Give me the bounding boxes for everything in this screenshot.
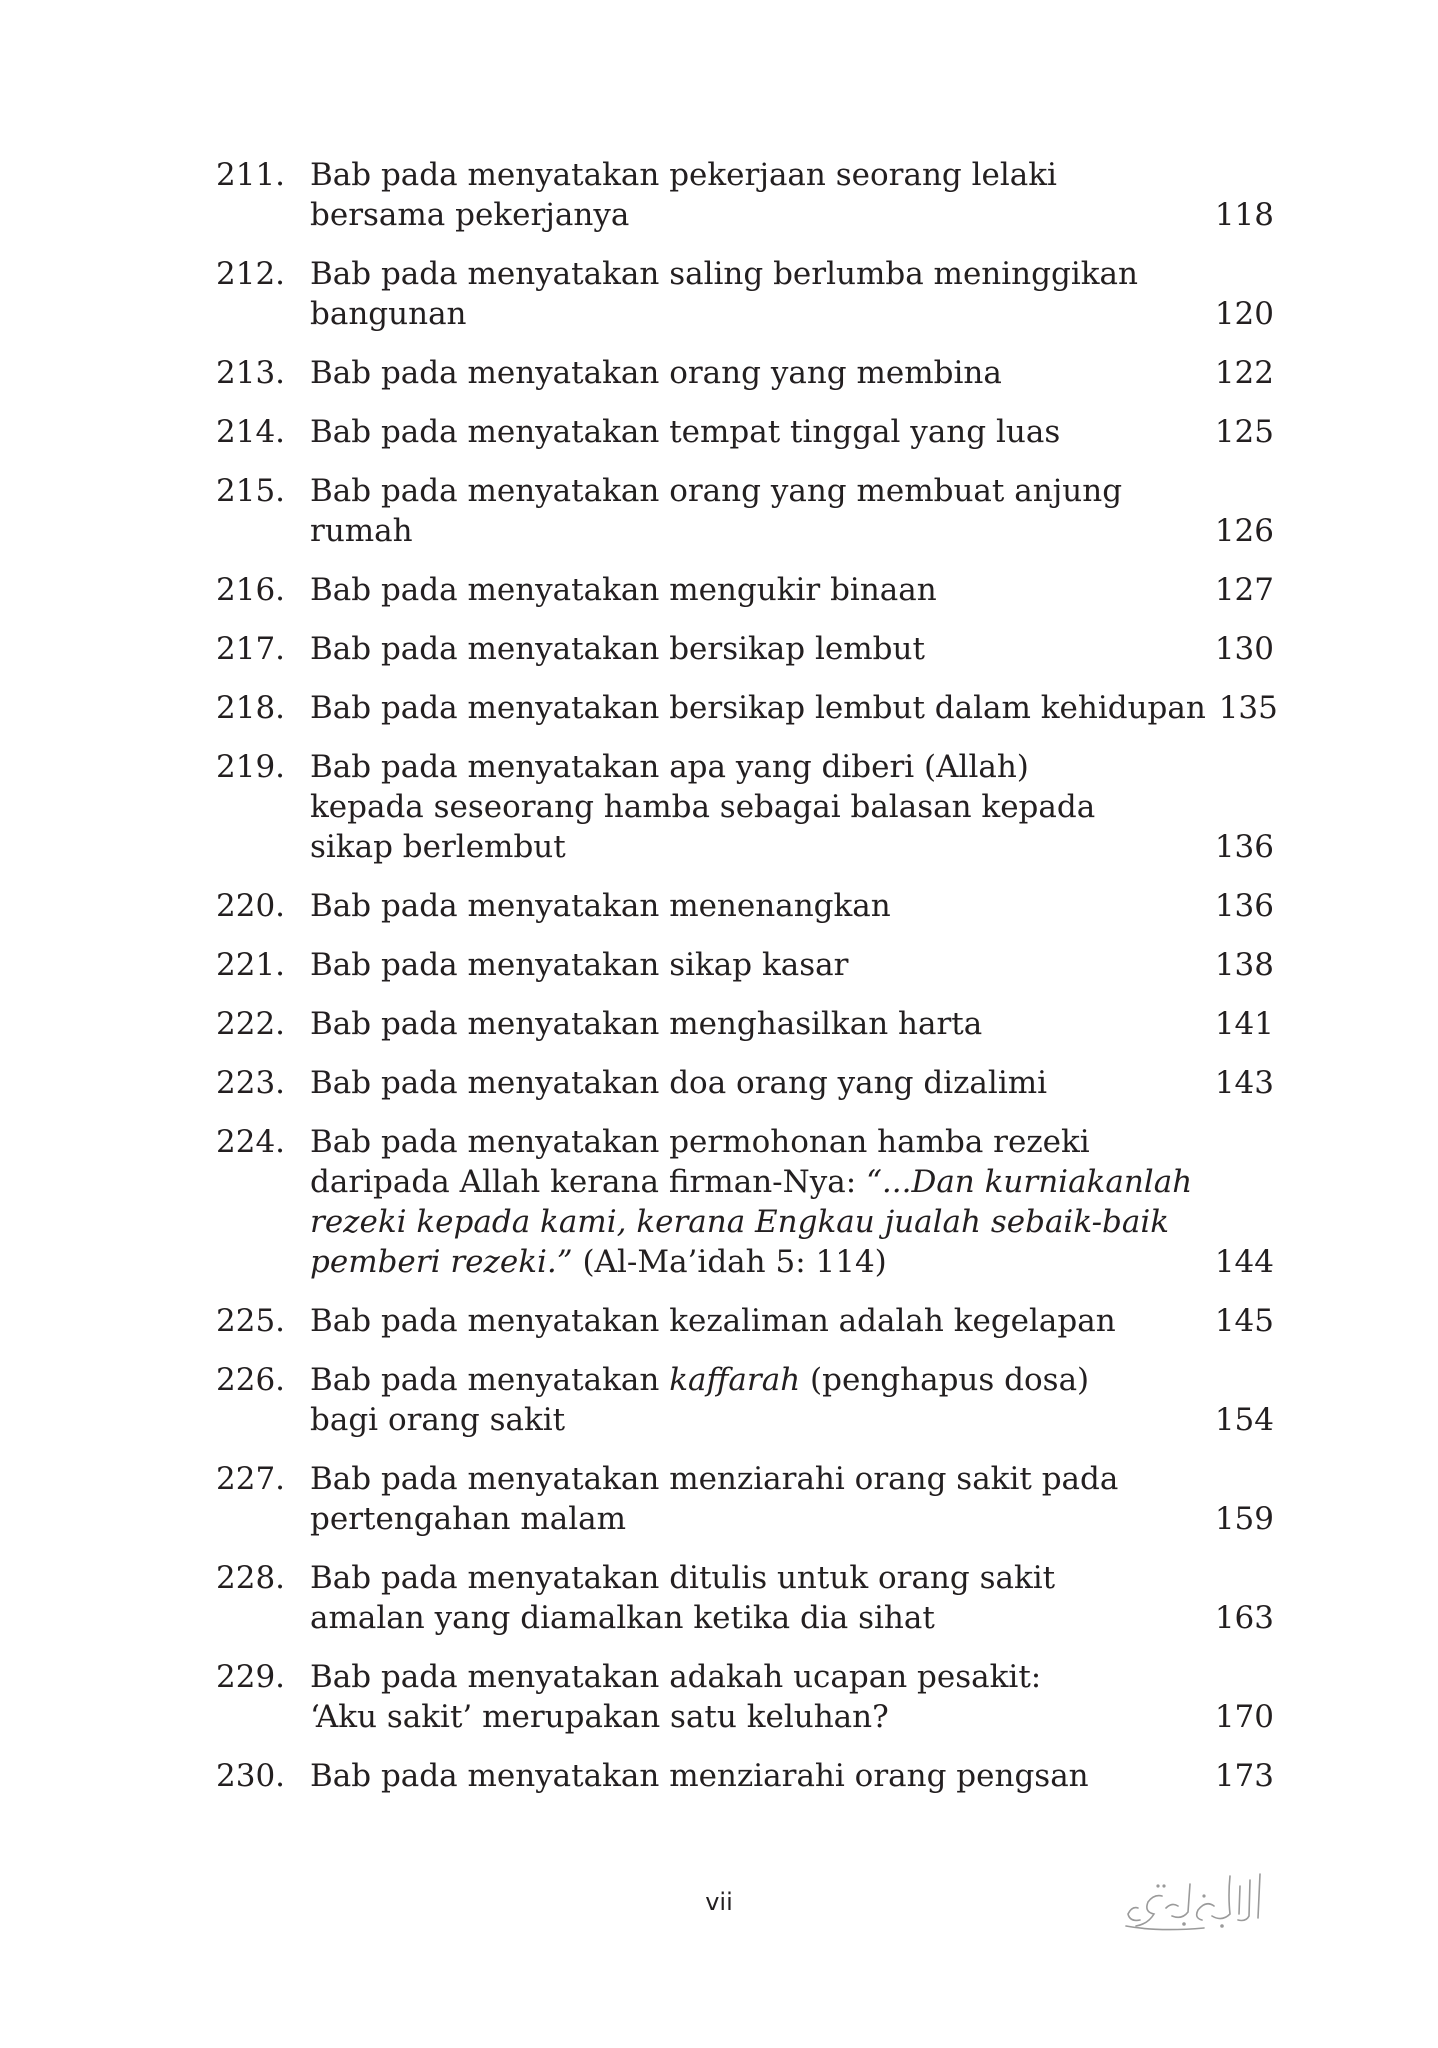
entry-number: 227. (216, 1461, 286, 1497)
toc-entry (216, 945, 1274, 985)
entry-number: 213. (216, 355, 286, 391)
entry-page-number: 144 (1214, 1244, 1274, 1280)
entry-title-line (310, 254, 1202, 294)
entry-number: 220. (216, 888, 286, 924)
toc-entry (216, 1122, 1274, 1282)
entry-title-line (310, 1558, 1202, 1598)
entry-title-line (310, 1598, 1202, 1638)
entry-title-text: kepada seseorang hamba sebagai balasan kepada (310, 789, 1096, 825)
toc-entry (216, 1558, 1274, 1638)
entry-title-line (310, 1756, 1202, 1796)
entry-title (310, 945, 1202, 985)
entry-page-number: 136 (1214, 888, 1274, 924)
toc-entry (216, 1301, 1274, 1341)
entry-title-text: Bab pada menyatakan tempat tinggal yang luas (310, 414, 1061, 450)
toc-entry (216, 629, 1274, 669)
entry-page-number: 143 (1214, 1065, 1274, 1101)
entry-title-text: Bab pada menyatakan saling berlumba meninggikan (310, 256, 1138, 292)
calligraphy-logo-icon (1118, 1866, 1268, 1936)
toc-entry (216, 570, 1274, 610)
entry-number: 216. (216, 572, 286, 608)
entry-title-line (310, 412, 1202, 452)
entry-title-text: Bab pada menyatakan bersikap lembut (310, 631, 925, 667)
entry-title-text: daripada Allah kerana firman-Nya: (310, 1164, 867, 1200)
arabic-calligraphy-logo (1118, 1866, 1268, 1936)
toc-entry (216, 747, 1274, 867)
entry-title-line (310, 688, 1206, 728)
entry-title (310, 1122, 1202, 1282)
entry-title (310, 1360, 1202, 1440)
entry-title-line (310, 570, 1202, 610)
entry-title-line (310, 195, 1202, 235)
entry-title-line (310, 1162, 1202, 1202)
entry-title (310, 1558, 1202, 1638)
entry-title-text: Bab pada menyatakan mengukir binaan (310, 572, 937, 608)
entry-number: 228. (216, 1560, 286, 1596)
entry-title (310, 412, 1202, 452)
entry-title (310, 688, 1206, 728)
entry-title-line (310, 1360, 1202, 1400)
entry-page-number: 163 (1214, 1600, 1274, 1636)
toc-entry (216, 155, 1274, 235)
entry-title-line (310, 787, 1202, 827)
entry-page-number: 118 (1214, 197, 1274, 233)
entry-title-text: Bab pada menyatakan menziarahi orang pengsan (310, 1758, 1089, 1794)
entry-title-line (310, 1063, 1202, 1103)
entry-title-text: Bab pada menyatakan orang yang membuat anjung (310, 473, 1123, 509)
entry-title-line (310, 827, 1202, 867)
entry-title (310, 1459, 1202, 1539)
entry-title-line (310, 1499, 1202, 1539)
entry-title-line (310, 353, 1202, 393)
entry-title-line (310, 1697, 1202, 1737)
entry-page-number: 159 (1214, 1501, 1274, 1537)
toc-entry (216, 254, 1274, 334)
entry-number: 221. (216, 947, 286, 983)
toc-entry (216, 1459, 1274, 1539)
entry-title-line (310, 629, 1202, 669)
entry-page-number: 136 (1214, 829, 1274, 865)
entry-number: 211. (216, 157, 286, 193)
entry-title-text: bersama pekerjanya (310, 197, 630, 233)
toc-entry (216, 412, 1274, 452)
entry-title-text: amalan yang diamalkan ketika dia sihat (310, 1600, 935, 1636)
toc-entry (216, 1756, 1274, 1796)
entry-title (310, 1063, 1202, 1103)
entry-title-text: Bab pada menyatakan (310, 1362, 670, 1398)
entry-title-text: Bab pada menyatakan menghasilkan harta (310, 1006, 983, 1042)
entry-title-line (310, 1459, 1202, 1499)
entry-number: 223. (216, 1065, 286, 1101)
entry-page-number: 154 (1214, 1402, 1274, 1438)
entry-number: 215. (216, 473, 286, 509)
toc-entry (216, 688, 1278, 728)
entry-page-number: 130 (1214, 631, 1274, 667)
entry-title-text: Bab pada menyatakan menziarahi orang sakit pada (310, 1461, 1119, 1497)
entry-title-text: (Al-Ma’idah 5: 114) (572, 1244, 887, 1280)
entry-number: 214. (216, 414, 286, 450)
entry-page-number: 170 (1214, 1699, 1274, 1735)
entry-title-line (310, 1301, 1202, 1341)
entry-number: 230. (216, 1758, 286, 1794)
entry-title (310, 155, 1202, 235)
toc-entry (216, 1063, 1274, 1103)
entry-number: 219. (216, 749, 286, 785)
entry-title (310, 254, 1202, 334)
table-of-contents (216, 155, 1278, 1815)
entry-title (310, 1657, 1202, 1737)
entry-title (310, 570, 1202, 610)
entry-title-line (310, 1657, 1202, 1697)
entry-title (310, 629, 1202, 669)
toc-entry (216, 471, 1274, 551)
entry-page-number: 127 (1214, 572, 1274, 608)
entry-title-line (310, 1242, 1202, 1282)
entry-title-text: Bab pada menyatakan ditulis untuk orang sakit (310, 1560, 1056, 1596)
entry-title (310, 471, 1202, 551)
entry-title (310, 1756, 1202, 1796)
entry-title-text: Bab pada menyatakan bersikap lembut dalam kehidupan (310, 690, 1206, 726)
entry-title (310, 1004, 1202, 1044)
entry-number: 217. (216, 631, 286, 667)
entry-page-number: 135 (1218, 690, 1278, 726)
entry-title-text: ‘Aku sakit’ merupakan satu keluhan? (310, 1699, 889, 1735)
entry-title-text: Bab pada menyatakan pekerjaan seorang lelaki (310, 157, 1057, 193)
entry-title-text: Bab pada menyatakan menenangkan (310, 888, 891, 924)
entry-page-number: 173 (1214, 1758, 1274, 1794)
entry-title-text: (penghapus dosa) (800, 1362, 1090, 1398)
entry-title-text: Bab pada menyatakan adakah ucapan pesakit: (310, 1659, 1042, 1695)
entry-title-line (310, 1004, 1202, 1044)
toc-entry (216, 353, 1274, 393)
entry-number: 225. (216, 1303, 286, 1339)
page-number: vii (705, 1888, 733, 1916)
entry-title-italic: “...Dan kurniakanlah (866, 1164, 1193, 1200)
entry-title-text: Bab pada menyatakan doa orang yang dizalimi (310, 1065, 1048, 1101)
entry-title-line (310, 945, 1202, 985)
toc-entry (216, 1360, 1274, 1440)
entry-number: 224. (216, 1124, 286, 1160)
entry-title-line (310, 1122, 1202, 1162)
entry-page-number: 145 (1214, 1303, 1274, 1339)
entry-title-text: Bab pada menyatakan apa yang diberi (Allah) (310, 749, 1029, 785)
entry-title-text: Bab pada menyatakan kezaliman adalah kegelapan (310, 1303, 1116, 1339)
entry-page-number: 122 (1214, 355, 1274, 391)
entry-title-italic: kaffarah (669, 1362, 801, 1398)
entry-number: 229. (216, 1659, 286, 1695)
entry-page-number: 141 (1214, 1006, 1274, 1042)
entry-title-line (310, 155, 1202, 195)
entry-title (310, 1301, 1202, 1341)
toc-entry (216, 886, 1274, 926)
toc-entry (216, 1004, 1274, 1044)
entry-page-number: 126 (1214, 513, 1274, 549)
entry-title-text: Bab pada menyatakan sikap kasar (310, 947, 849, 983)
entry-title-line (310, 511, 1202, 551)
entry-title-text: Bab pada menyatakan permohonan hamba rezeki (310, 1124, 1090, 1160)
entry-title-text: pertengahan malam (310, 1501, 627, 1537)
entry-title (310, 353, 1202, 393)
entry-title-line (310, 471, 1202, 511)
entry-title-text: bangunan (310, 296, 467, 332)
entry-number: 212. (216, 256, 286, 292)
entry-page-number: 138 (1214, 947, 1274, 983)
toc-entry (216, 1657, 1274, 1737)
entry-title-text: sikap berlembut (310, 829, 566, 865)
entry-page-number: 120 (1214, 296, 1274, 332)
entry-title-text: rumah (310, 513, 413, 549)
entry-title-line (310, 886, 1202, 926)
entry-title (310, 886, 1202, 926)
entry-title (310, 747, 1202, 867)
entry-number: 218. (216, 690, 286, 726)
entry-title-line (310, 747, 1202, 787)
entry-title-italic: rezeki kepada kami, kerana Engkau jualah sebaik-baik (310, 1204, 1170, 1240)
entry-title-line (310, 294, 1202, 334)
entry-number: 222. (216, 1006, 286, 1042)
entry-title-text: Bab pada menyatakan orang yang membina (310, 355, 1002, 391)
entry-page-number: 125 (1214, 414, 1274, 450)
entry-title-line (310, 1400, 1202, 1440)
entry-number: 226. (216, 1362, 286, 1398)
entry-title-italic: pemberi rezeki.” (310, 1244, 573, 1280)
entry-title-line (310, 1202, 1202, 1242)
entry-title-text: bagi orang sakit (310, 1402, 566, 1438)
